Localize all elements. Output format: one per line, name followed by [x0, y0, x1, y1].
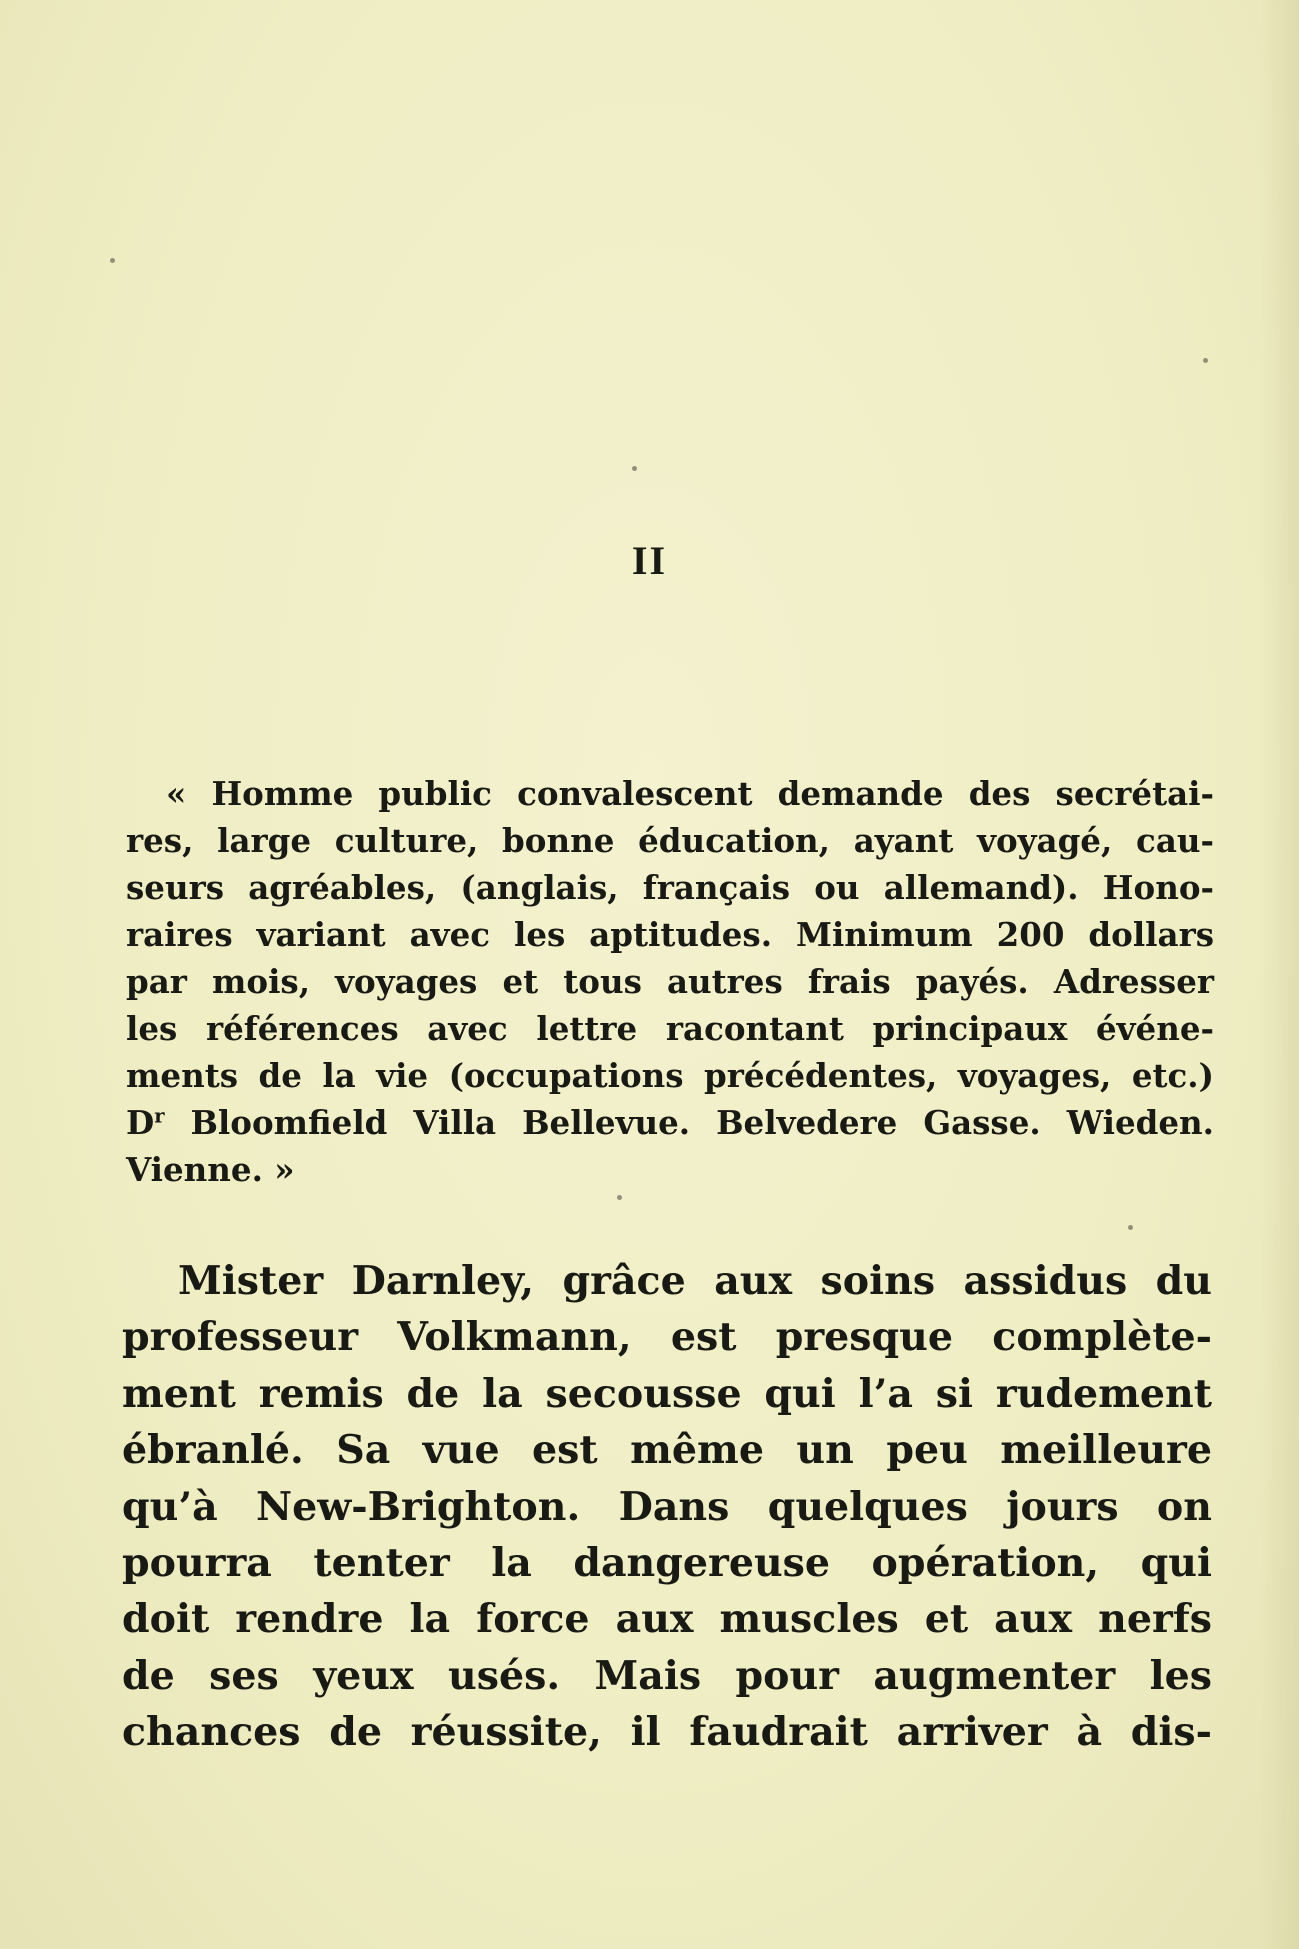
- body-line: de ses yeux usés. Mais pour augmenter les: [122, 1652, 1212, 1699]
- body-line: doit rendre la force aux muscles et aux nerfs: [122, 1596, 1212, 1643]
- page-edge-shadow: [1259, 0, 1299, 1949]
- ad-line: « Homme public convalescent demande des secrétai-: [166, 774, 1214, 813]
- body-line: chances de réussite, il faudrait arriver à dis-: [122, 1709, 1212, 1756]
- ad-line: par mois, voyages et tous autres frais payés. Adresser: [126, 962, 1214, 1001]
- body-line: ment remis de la secousse qui l’a si rudement: [122, 1370, 1212, 1417]
- paper-speck: [1128, 1225, 1133, 1230]
- body-paragraph: [122, 1253, 1212, 1761]
- ad-line: raires variant avec les aptitudes. Minimum 200 dollars: [126, 915, 1214, 954]
- body-line: Mister Darnley, grâce aux soins assidus du: [178, 1258, 1212, 1304]
- ad-line: les références avec lettre racontant principaux événe-: [126, 1009, 1214, 1048]
- ad-line: ments de la vie (occupations précédentes, voyages, etc.): [126, 1056, 1214, 1095]
- body-line: qu’à New-Brighton. Dans quelques jours on: [122, 1483, 1212, 1530]
- ad-line: res, large culture, bonne éducation, ayant voyagé, cau-: [126, 821, 1214, 860]
- body-line: ébranlé. Sa vue est même un peu meilleure: [122, 1427, 1212, 1474]
- chapter-number: II: [631, 538, 668, 583]
- signature-prefix: D: [126, 1103, 155, 1142]
- paper-speck: [617, 1195, 622, 1200]
- signature-rest: Bloomfield Villa Bellevue. Belvedere Gasse. Wieden.: [164, 1103, 1214, 1142]
- advertisement-quote: [126, 770, 1214, 1193]
- signature-superscript: r: [154, 1104, 165, 1128]
- paper-speck: [632, 466, 637, 471]
- paper-speck: [110, 258, 115, 263]
- ad-closing-line: Vienne. »: [126, 1150, 295, 1189]
- paper-speck: [1203, 358, 1208, 363]
- body-line: pourra tenter la dangereuse opération, qui: [122, 1540, 1212, 1587]
- ad-signature-line: [126, 1099, 1214, 1146]
- ad-line: seurs agréables, (anglais, français ou allemand). Hono-: [126, 868, 1214, 907]
- body-line: professeur Volkmann, est presque complète-: [122, 1314, 1212, 1361]
